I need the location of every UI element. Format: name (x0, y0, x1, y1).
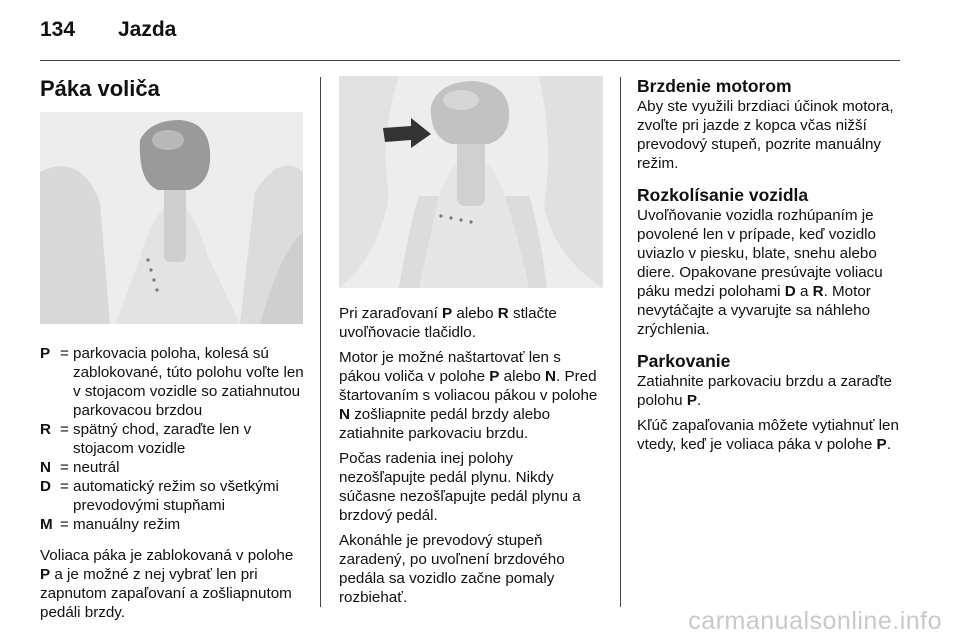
legend-equals: = (60, 478, 69, 495)
legend-row (40, 344, 306, 420)
bold-gear-label: P (686, 392, 697, 409)
position-dot (146, 258, 149, 261)
bold-gear-label: N (545, 368, 557, 385)
bold-gear-label: N (339, 406, 350, 423)
column-2-text (339, 304, 603, 607)
paragraph-start-engine (339, 348, 603, 443)
text-run: Kľúč zapaľovania môžete vytiahnuť len vtedy, keď je voliaca páka v polohe (637, 417, 899, 453)
legend-key: N (40, 459, 51, 476)
knob (140, 120, 210, 190)
paragraph-lock-info (40, 546, 306, 622)
text-run: alebo (499, 368, 546, 385)
legend-key: P (40, 345, 51, 362)
text-run: Voliaca páka je zablokovaná v polohe (40, 547, 294, 564)
section-parking (637, 351, 902, 454)
legend-key: M (40, 516, 53, 533)
knob (431, 81, 509, 144)
bold-gear-label: P (442, 305, 453, 322)
knob-highlight (152, 130, 184, 150)
text-run: Pri zaraďovaní (339, 305, 443, 322)
paragraph-rocking (637, 206, 902, 339)
position-dot (469, 220, 472, 223)
text-run: . (886, 436, 891, 453)
text-run: . (696, 392, 702, 409)
position-dot (449, 216, 452, 219)
knob-highlight (443, 90, 479, 110)
release-button-photo (339, 76, 603, 288)
legend-row (40, 458, 306, 477)
gear-legend (40, 344, 306, 534)
legend-text: neutrál (73, 459, 120, 476)
position-dot (152, 278, 155, 281)
legend-text: manuálny režim (73, 516, 181, 533)
text-run: Uvoľňovanie vozidla rozhúpaním je povolené len v prípade, keď vozidlo uviazlo v piesku, blate, snehu alebo diere. Opakovane presúvajte voliacu páku medzi polohami (637, 207, 883, 300)
text-run: a je možné z nej vybrať len pri zapnutom zapaľovaní a zošliapnutom pedáli brzdy. (40, 566, 292, 621)
bold-gear-label: D (784, 283, 796, 300)
text-run: zošliapnite pedál brzdy alebo zatiahnite parkovaciu brzdu. (339, 406, 551, 442)
section-title: Jazda (118, 18, 177, 41)
text-run: stlačte uvoľňovacie tlačidlo. (339, 305, 557, 341)
text-run: Zatiahnite parkovaciu brzdu a zaraďte polohu (637, 373, 893, 409)
header-rule (40, 60, 900, 61)
position-dot (459, 218, 462, 221)
legend-equals: = (60, 516, 69, 533)
legend-row (40, 515, 306, 534)
legend-row (40, 420, 306, 458)
paragraph-engine-braking: Aby ste využili brzdiaci účinok motora, zvoľte pri jazde z kopca včas nižší prevodový stupeň, pozrite manuálny režim. (637, 98, 894, 172)
paragraph-ignition-key (637, 416, 902, 454)
heading-brzdenie-motorom: Brzdenie motorom (637, 76, 792, 96)
paragraph-parking (637, 372, 902, 410)
bold-gear-label: R (812, 283, 824, 300)
legend-equals: = (60, 459, 69, 476)
page-number: 134 (40, 18, 76, 41)
column-3 (637, 76, 902, 466)
text-run: . Pred štartovaním s voliacou pákou v polohe (339, 368, 598, 404)
legend-equals: = (60, 421, 69, 438)
legend-key: R (40, 421, 51, 438)
section-engine-braking (637, 76, 902, 173)
column-2 (339, 76, 603, 613)
section-rocking (637, 185, 902, 339)
column-1 (40, 76, 306, 628)
bold-gear-label: P (489, 368, 500, 385)
column-divider-2 (620, 77, 621, 607)
text-run: alebo (452, 305, 498, 322)
position-dot (439, 214, 442, 217)
text-run: a (795, 283, 813, 300)
heading-rozkolisanie-vozidla: Rozkolísanie vozidla (637, 185, 809, 205)
legend-row (40, 477, 306, 515)
legend-equals: = (60, 345, 69, 362)
gear-selector-photo (40, 112, 303, 324)
shaft (457, 136, 485, 206)
bold-gear-label: P (40, 566, 51, 583)
legend-key: D (40, 478, 51, 495)
text-run: . Motor nevytáčajte a vyvarujte sa náhleho zrýchlenia. (637, 283, 871, 338)
column-divider-1 (320, 77, 321, 607)
paragraph-release-button (339, 304, 603, 342)
paragraph-no-throttle: Počas radenia inej polohy nezošľapujte pedál plynu. Nikdy súčasne nezošľapujte pedál plynu a brzdový pedál. (339, 450, 581, 524)
legend-text: automatický režim so všetkými prevodovými stupňami (73, 478, 279, 514)
legend-text: spätný chod, zaraďte len v stojacom vozidle (73, 421, 252, 457)
shaft (164, 182, 186, 262)
position-dot (155, 288, 158, 291)
watermark: carmanualsonline.info (688, 607, 942, 635)
bold-gear-label: R (497, 305, 509, 322)
heading-paka-volica: Páka voliča (40, 76, 160, 101)
bold-gear-label: P (876, 436, 887, 453)
text-run: Motor je možné naštartovať len s pákou voliča v polohe (339, 349, 561, 385)
legend-text: parkovacia poloha, kolesá sú zablokované, túto polohu voľte len v stojacom vozidle so zatiahnutou parkovacou brzdou (73, 345, 304, 419)
position-dot (149, 268, 152, 271)
heading-parkovanie: Parkovanie (637, 351, 731, 371)
paragraph-creep: Akonáhle je prevodový stupeň zaradený, po uvoľnení brzdového pedála sa vozidlo začne pomaly rozbiehať. (339, 532, 565, 606)
